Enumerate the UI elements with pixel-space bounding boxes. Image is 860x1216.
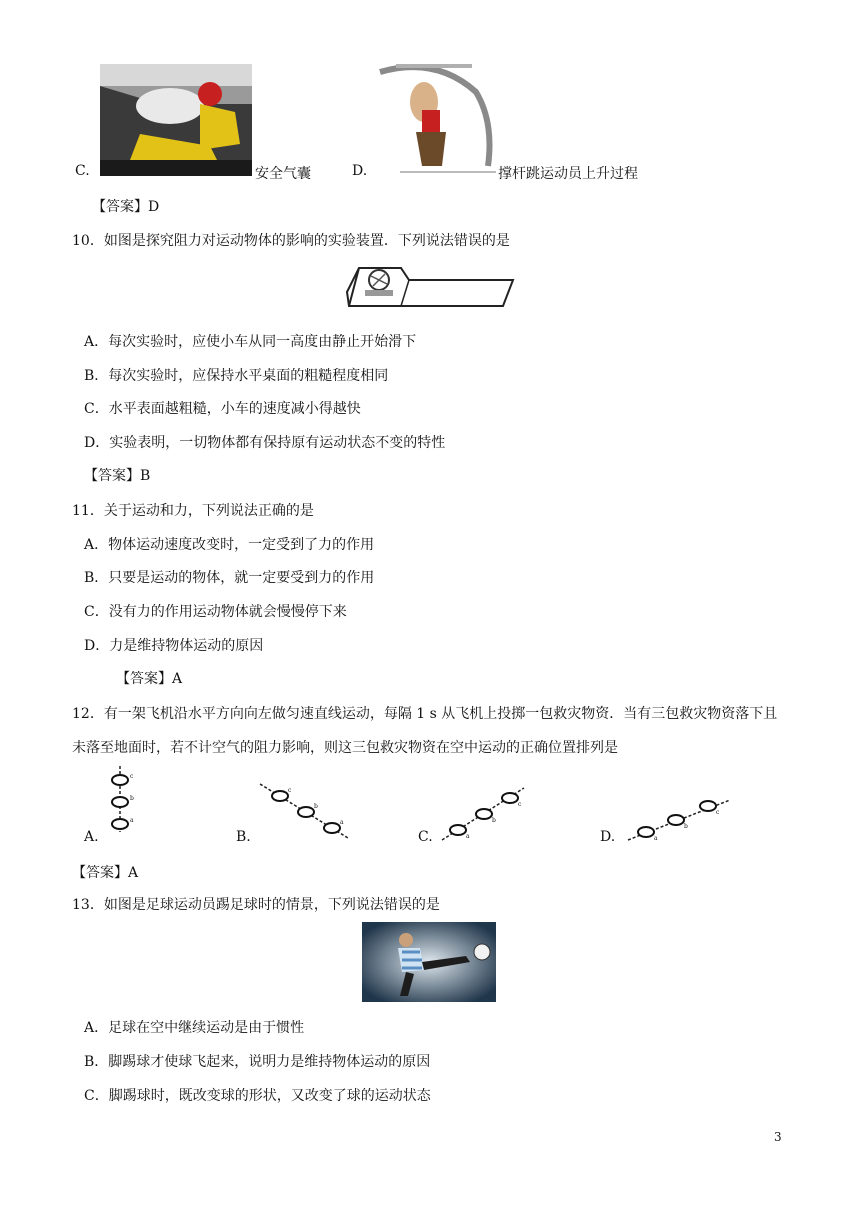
q13-option-a: A．足球在空中继续运动是由于惯性	[84, 1020, 305, 1036]
q13-stem: 13．如图是足球运动员踢足球时的情景，下列说法错误的是	[72, 897, 440, 913]
q12-choice-a-figure	[104, 764, 144, 834]
option-d-label: D.	[352, 163, 368, 179]
q10-option-a: A．每次实验时，应使小车从同一高度由静止开始滑下	[84, 334, 417, 350]
q12-choice-d-label: D.	[600, 829, 616, 845]
q13-option-c: C．脚踢球时，既改变球的形状，又改变了球的运动状态	[84, 1088, 431, 1104]
q12-choice-a-label: A.	[84, 829, 99, 845]
page-number: 3	[774, 1130, 782, 1144]
q12-choice-c-figure	[440, 784, 526, 842]
q12-choice-d-figure	[626, 796, 732, 842]
q11-option-a: A．物体运动速度改变时，一定受到了力的作用	[84, 537, 375, 553]
svg-text:b: b	[314, 803, 318, 810]
q10-option-c: C．水平表面越粗糙，小车的速度减小得越快	[84, 401, 361, 417]
q10-option-b: B．每次实验时，应保持水平桌面的粗糙程度相同	[84, 368, 389, 384]
svg-text:a: a	[466, 833, 470, 840]
q10-option-d: D．实验表明，一切物体都有保持原有运动状态不变的特性	[84, 435, 446, 451]
q11-answer: 【答案】A	[116, 671, 183, 687]
svg-text:a: a	[654, 835, 658, 842]
q12-answer: 【答案】A	[72, 865, 139, 881]
airbag-photo	[100, 64, 252, 176]
option-c-caption: 安全气囊	[255, 166, 311, 182]
svg-text:a: a	[340, 819, 344, 826]
svg-text:c: c	[716, 809, 720, 816]
svg-text:c: c	[288, 787, 292, 794]
q10-answer: 【答案】B	[84, 468, 151, 484]
svg-text:b: b	[492, 817, 496, 824]
q12-stem-line1: 12．有一架飞机沿水平方向向左做匀速直线运动，每隔 1 s 从飞机上投掷一包救灾物资．当有三包救灾物资落下且	[72, 706, 778, 722]
q10-stem: 10．如图是探究阻力对运动物体的影响的实验装置．下列说法错误的是	[72, 233, 510, 249]
soccer-player-photo	[362, 922, 496, 1002]
svg-text:b: b	[684, 823, 688, 830]
q12-choice-b-label: B.	[236, 829, 251, 845]
q13-option-b: B．脚踢球才使球飞起来，说明力是维持物体运动的原因	[84, 1054, 431, 1070]
q11-option-b: B．只要是运动的物体，就一定要受到力的作用	[84, 570, 375, 586]
svg-text:a: a	[130, 817, 134, 824]
q11-option-c: C．没有力的作用运动物体就会慢慢停下来	[84, 604, 347, 620]
svg-text:c: c	[130, 773, 134, 780]
option-d-caption: 撑杆跳运动员上升过程	[498, 166, 638, 182]
incline-apparatus-figure	[345, 262, 517, 310]
q12-stem-line2: 未落至地面时，若不计空气的阻力影响，则这三包救灾物资在空中运动的正确位置排列是	[72, 740, 618, 756]
option-c-label: C.	[75, 163, 90, 179]
q11-option-d: D．力是维持物体运动的原因	[84, 638, 264, 654]
svg-text:c: c	[518, 801, 522, 808]
q11-stem: 11．关于运动和力，下列说法正确的是	[72, 503, 314, 519]
pole-vault-photo	[376, 62, 496, 176]
svg-text:b: b	[130, 795, 134, 802]
q9-answer: 【答案】D	[92, 199, 160, 215]
q12-choice-c-label: C.	[418, 829, 433, 845]
q12-choice-b-figure	[258, 782, 350, 840]
